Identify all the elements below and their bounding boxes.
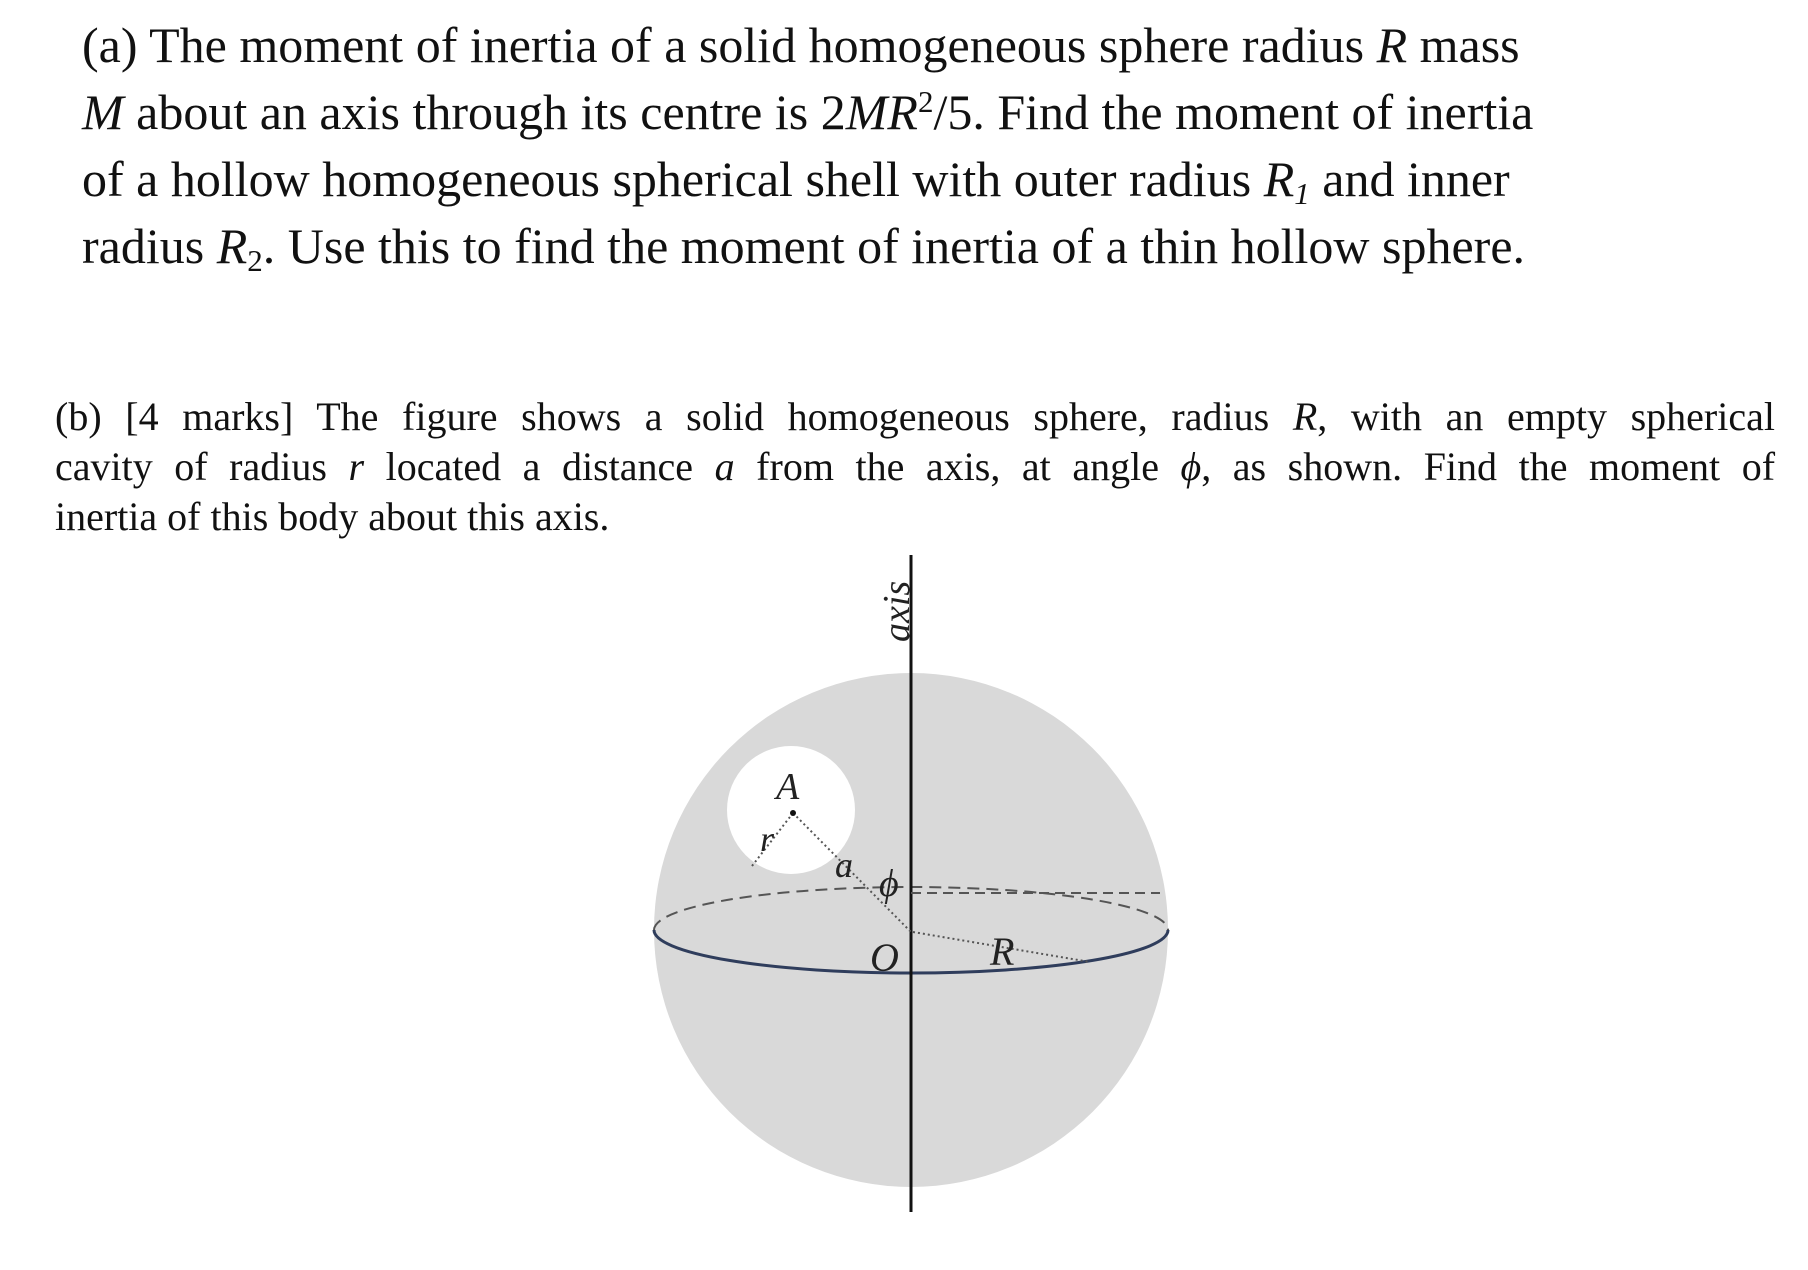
part-a-line-3: of a hollow homogeneous spherical shell with outer radius $R_1$ and inner — [82, 151, 1510, 211]
cavity-center-point — [790, 810, 796, 816]
angle-label: ϕ — [879, 863, 899, 905]
distance-label: a — [835, 845, 853, 885]
part-b-line-2: cavity of radius r located a distance a from the axis, at angle ϕ, as shown. Find the moment of — [55, 444, 1776, 489]
part-a-line-2: M about an axis through its centre is $2MR^2/5$. Find the moment of inertia — [82, 83, 1534, 140]
cavity-center-label: A — [776, 766, 800, 808]
sphere-radius-label: R — [990, 929, 1015, 974]
axis-label: axis — [876, 580, 918, 642]
origin-label: O — [870, 935, 899, 980]
part-a-line-4: radius $R_2$. Use this to find the moment of inertia of a thin hollow sphere. — [82, 218, 1526, 278]
part-b-line-1: (b) [4 marks] The figure shows a solid homogeneous sphere, radius R, with an empty spherical — [55, 394, 1775, 439]
part-b-line-3: inertia of this body about this axis. — [55, 494, 610, 539]
cavity-radius-label: r — [760, 819, 775, 859]
part-a-line-1: (a) The moment of inertia of a solid homogeneous sphere radius R mass — [82, 17, 1520, 73]
